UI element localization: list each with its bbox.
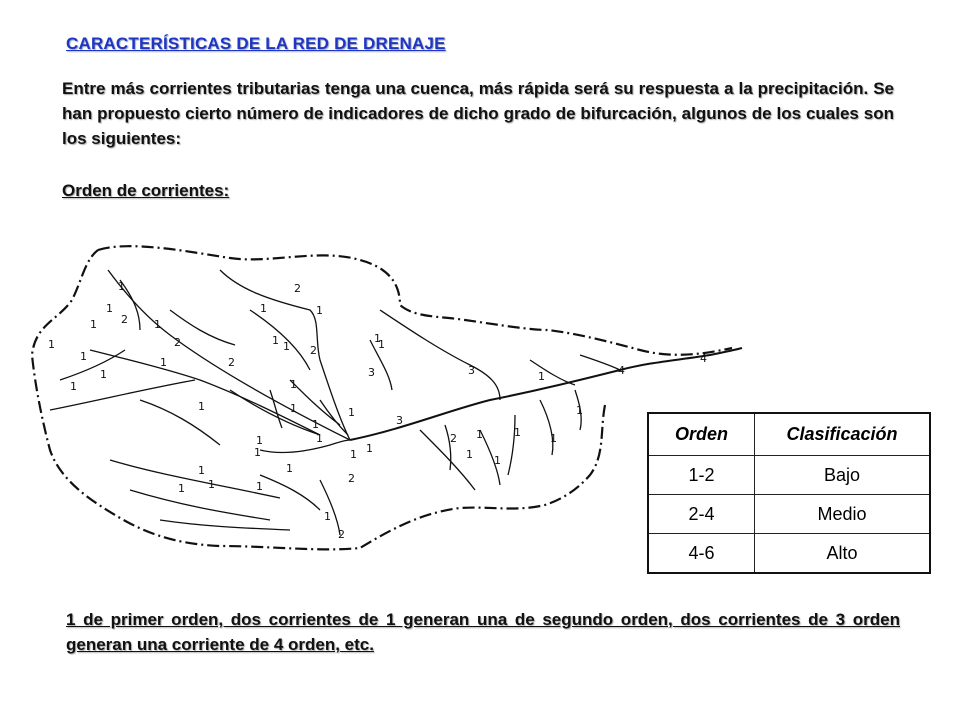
footer-text: 1 de primer orden, dos corrientes de 1 generan una de segundo orden, dos corrientes de 3 orden generan una corriente de 4 orden, etc. [66,610,900,654]
svg-text:1: 1 [348,406,355,419]
svg-text:3: 3 [468,364,475,377]
svg-text:1: 1 [283,340,290,353]
drainage-basin-map [20,230,750,560]
svg-text:2: 2 [348,472,355,485]
orden-cell: 1-2 [648,456,755,495]
tributaries [50,270,620,535]
stream-order-labels [48,280,707,541]
svg-text:1: 1 [256,434,263,447]
svg-text:1: 1 [350,448,357,461]
header-clasificacion: Clasificación [755,413,931,456]
svg-text:1: 1 [100,368,107,381]
svg-text:1: 1 [178,482,185,495]
table-row [648,495,930,534]
svg-text:1: 1 [48,338,55,351]
svg-text:1: 1 [466,448,473,461]
svg-text:1: 1 [476,428,483,441]
svg-text:3: 3 [396,414,403,427]
basin-boundary [32,246,732,549]
slide-title: CARACTERÍSTICAS DE LA RED DE DRENAJE [66,34,446,53]
svg-text:4: 4 [700,352,707,365]
orden-cell: 2-4 [648,495,755,534]
svg-text:1: 1 [290,402,297,415]
svg-text:2: 2 [310,344,317,357]
svg-text:1: 1 [290,378,297,391]
table-row [648,456,930,495]
svg-text:1: 1 [324,510,331,523]
svg-text:1: 1 [160,356,167,369]
stream-order-table [647,412,931,574]
stream-order-heading: Orden de corrientes: [62,181,230,200]
svg-text:2: 2 [338,528,345,541]
svg-text:1: 1 [366,442,373,455]
svg-text:1: 1 [208,478,215,491]
svg-text:2: 2 [294,282,301,295]
svg-text:1: 1 [256,480,263,493]
svg-text:1: 1 [316,304,323,317]
svg-text:1: 1 [198,464,205,477]
svg-text:1: 1 [538,370,545,383]
table-header-row [648,413,930,456]
clasificacion-cell: Bajo [755,456,931,495]
svg-text:2: 2 [174,336,181,349]
svg-text:1: 1 [494,454,501,467]
svg-text:2: 2 [121,313,128,326]
svg-text:1: 1 [286,462,293,475]
svg-text:1: 1 [374,332,381,345]
table-row [648,534,930,574]
svg-text:4: 4 [618,364,625,377]
svg-text:1: 1 [106,302,113,315]
svg-text:1: 1 [70,380,77,393]
svg-text:1: 1 [118,280,125,293]
svg-text:2: 2 [228,356,235,369]
svg-text:1: 1 [80,350,87,363]
svg-text:2: 2 [450,432,457,445]
clasificacion-cell: Medio [755,495,931,534]
svg-text:1: 1 [378,338,385,351]
svg-text:1: 1 [254,446,261,459]
svg-text:1: 1 [550,432,557,445]
clasificacion-cell: Alto [755,534,931,574]
svg-text:1: 1 [260,302,267,315]
svg-text:1: 1 [154,318,161,331]
svg-text:3: 3 [368,366,375,379]
svg-text:1: 1 [198,400,205,413]
footer-paragraph [66,607,900,657]
svg-text:1: 1 [514,426,521,439]
svg-text:1: 1 [272,334,279,347]
orden-cell: 4-6 [648,534,755,574]
svg-text:1: 1 [316,432,323,445]
svg-text:1: 1 [576,404,583,417]
svg-text:1: 1 [90,318,97,331]
intro-paragraph: Entre más corrientes tributarias tenga una cuenca, más rápida será su respuesta a la precipitación. Se han propuesto cierto número de indicadores de dicho grado de bifurcación, algunos de los cuales son los siguientes: [62,79,894,148]
header-orden: Orden [648,413,755,456]
svg-text:1: 1 [312,418,319,431]
